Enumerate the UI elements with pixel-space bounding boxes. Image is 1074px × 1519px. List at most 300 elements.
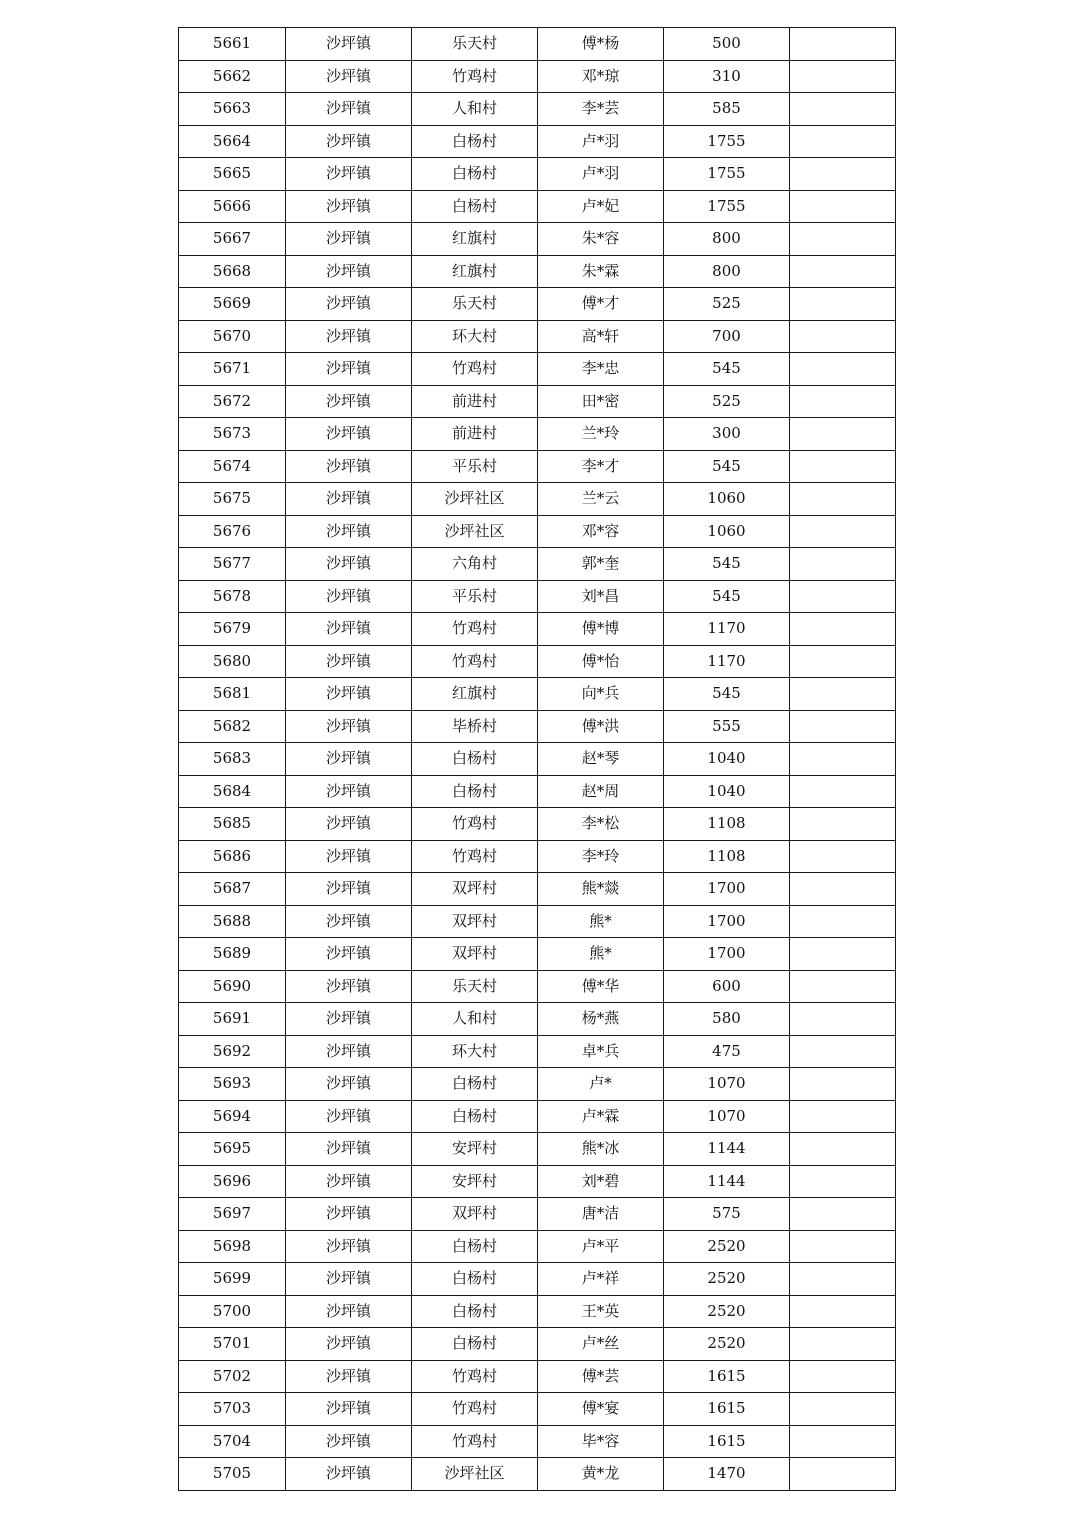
name-cell: 卢*羽 [538,125,664,158]
name-cell: 傅*华 [538,970,664,1003]
name-cell: 卢*霖 [538,1100,664,1133]
table-row [179,938,896,971]
name-cell: 熊* [538,938,664,971]
row-number-cell: 5696 [179,1165,286,1198]
village-cell: 竹鸡村 [412,1360,538,1393]
note-cell [790,710,896,743]
table-row [179,450,896,483]
note-cell [790,60,896,93]
row-number-cell: 5693 [179,1068,286,1101]
amount-cell: 1040 [664,775,790,808]
village-cell: 白杨村 [412,125,538,158]
name-cell: 杨*燕 [538,1003,664,1036]
amount-cell: 1170 [664,645,790,678]
row-number-cell: 5704 [179,1425,286,1458]
name-cell: 傅*怡 [538,645,664,678]
amount-cell: 2520 [664,1295,790,1328]
village-cell: 平乐村 [412,450,538,483]
amount-cell: 1144 [664,1133,790,1166]
row-number-cell: 5682 [179,710,286,743]
table-row [179,970,896,1003]
amount-cell: 545 [664,548,790,581]
table-row [179,1198,896,1231]
table-row [179,93,896,126]
name-cell: 高*轩 [538,320,664,353]
town-cell: 沙坪镇 [286,320,412,353]
table-row [179,1263,896,1296]
table-row [179,515,896,548]
village-cell: 乐天村 [412,288,538,321]
row-number-cell: 5671 [179,353,286,386]
table-row [179,905,896,938]
row-number-cell: 5675 [179,483,286,516]
table-body [179,28,896,1491]
village-cell: 竹鸡村 [412,60,538,93]
town-cell: 沙坪镇 [286,1068,412,1101]
name-cell: 刘*昌 [538,580,664,613]
note-cell [790,1458,896,1491]
amount-cell: 1700 [664,873,790,906]
town-cell: 沙坪镇 [286,1035,412,1068]
amount-cell: 1060 [664,483,790,516]
amount-cell: 1615 [664,1425,790,1458]
table-row [179,158,896,191]
amount-cell: 1170 [664,613,790,646]
row-number-cell: 5670 [179,320,286,353]
note-cell [790,1230,896,1263]
name-cell: 朱*霖 [538,255,664,288]
table-row [179,580,896,613]
name-cell: 卢*羽 [538,158,664,191]
data-table [178,27,896,1491]
row-number-cell: 5676 [179,515,286,548]
name-cell: 李*才 [538,450,664,483]
note-cell [790,1198,896,1231]
village-cell: 安坪村 [412,1133,538,1166]
note-cell [790,28,896,61]
note-cell [790,645,896,678]
row-number-cell: 5689 [179,938,286,971]
table-row [179,678,896,711]
amount-cell: 1755 [664,125,790,158]
town-cell: 沙坪镇 [286,288,412,321]
note-cell [790,515,896,548]
town-cell: 沙坪镇 [286,678,412,711]
town-cell: 沙坪镇 [286,775,412,808]
village-cell: 竹鸡村 [412,353,538,386]
note-cell [790,190,896,223]
village-cell: 前进村 [412,418,538,451]
name-cell: 傅*才 [538,288,664,321]
amount-cell: 1060 [664,515,790,548]
village-cell: 六角村 [412,548,538,581]
note-cell [790,1165,896,1198]
table-row [179,60,896,93]
row-number-cell: 5678 [179,580,286,613]
name-cell: 卓*兵 [538,1035,664,1068]
town-cell: 沙坪镇 [286,1458,412,1491]
amount-cell: 1108 [664,840,790,873]
amount-cell: 1700 [664,905,790,938]
town-cell: 沙坪镇 [286,125,412,158]
town-cell: 沙坪镇 [286,1295,412,1328]
amount-cell: 545 [664,580,790,613]
name-cell: 刘*碧 [538,1165,664,1198]
row-number-cell: 5663 [179,93,286,126]
amount-cell: 1108 [664,808,790,841]
town-cell: 沙坪镇 [286,190,412,223]
name-cell: 熊*燚 [538,873,664,906]
village-cell: 前进村 [412,385,538,418]
table-row [179,743,896,776]
note-cell [790,385,896,418]
row-number-cell: 5679 [179,613,286,646]
village-cell: 红旗村 [412,678,538,711]
note-cell [790,1328,896,1361]
amount-cell: 1700 [664,938,790,971]
table-row [179,1458,896,1491]
village-cell: 竹鸡村 [412,645,538,678]
town-cell: 沙坪镇 [286,385,412,418]
village-cell: 环大村 [412,320,538,353]
town-cell: 沙坪镇 [286,1165,412,1198]
table-row [179,1425,896,1458]
village-cell: 竹鸡村 [412,1425,538,1458]
amount-cell: 2520 [664,1328,790,1361]
town-cell: 沙坪镇 [286,1133,412,1166]
amount-cell: 1470 [664,1458,790,1491]
amount-cell: 800 [664,255,790,288]
town-cell: 沙坪镇 [286,1328,412,1361]
village-cell: 红旗村 [412,223,538,256]
table-row [179,385,896,418]
note-cell [790,548,896,581]
note-cell [790,255,896,288]
town-cell: 沙坪镇 [286,60,412,93]
village-cell: 红旗村 [412,255,538,288]
row-number-cell: 5673 [179,418,286,451]
row-number-cell: 5667 [179,223,286,256]
amount-cell: 2520 [664,1263,790,1296]
amount-cell: 585 [664,93,790,126]
table-row [179,483,896,516]
amount-cell: 1615 [664,1360,790,1393]
row-number-cell: 5681 [179,678,286,711]
name-cell: 唐*洁 [538,1198,664,1231]
village-cell: 竹鸡村 [412,613,538,646]
row-number-cell: 5695 [179,1133,286,1166]
row-number-cell: 5686 [179,840,286,873]
name-cell: 卢*妃 [538,190,664,223]
town-cell: 沙坪镇 [286,1360,412,1393]
name-cell: 兰*玲 [538,418,664,451]
table-row [179,1003,896,1036]
row-number-cell: 5694 [179,1100,286,1133]
name-cell: 傅*杨 [538,28,664,61]
row-number-cell: 5666 [179,190,286,223]
village-cell: 白杨村 [412,1068,538,1101]
table-row [179,873,896,906]
name-cell: 田*密 [538,385,664,418]
village-cell: 白杨村 [412,1230,538,1263]
name-cell: 卢*丝 [538,1328,664,1361]
village-cell: 白杨村 [412,158,538,191]
row-number-cell: 5687 [179,873,286,906]
row-number-cell: 5685 [179,808,286,841]
note-cell [790,1393,896,1426]
name-cell: 傅*洪 [538,710,664,743]
village-cell: 平乐村 [412,580,538,613]
village-cell: 白杨村 [412,190,538,223]
name-cell: 傅*博 [538,613,664,646]
note-cell [790,743,896,776]
amount-cell: 600 [664,970,790,1003]
amount-cell: 1755 [664,190,790,223]
note-cell [790,93,896,126]
village-cell: 人和村 [412,1003,538,1036]
town-cell: 沙坪镇 [286,1393,412,1426]
row-number-cell: 5698 [179,1230,286,1263]
note-cell [790,938,896,971]
table-row [179,775,896,808]
name-cell: 李*芸 [538,93,664,126]
village-cell: 双坪村 [412,1198,538,1231]
amount-cell: 525 [664,385,790,418]
row-number-cell: 5677 [179,548,286,581]
note-cell [790,450,896,483]
note-cell [790,418,896,451]
name-cell: 黄*龙 [538,1458,664,1491]
amount-cell: 500 [664,28,790,61]
village-cell: 白杨村 [412,1295,538,1328]
name-cell: 李*玲 [538,840,664,873]
table-row [179,418,896,451]
village-cell: 竹鸡村 [412,840,538,873]
name-cell: 向*兵 [538,678,664,711]
row-number-cell: 5662 [179,60,286,93]
note-cell [790,873,896,906]
table-row [179,1035,896,1068]
row-number-cell: 5692 [179,1035,286,1068]
town-cell: 沙坪镇 [286,710,412,743]
name-cell: 邓*容 [538,515,664,548]
note-cell [790,1360,896,1393]
town-cell: 沙坪镇 [286,450,412,483]
village-cell: 竹鸡村 [412,808,538,841]
table-row [179,1068,896,1101]
village-cell: 沙坪社区 [412,1458,538,1491]
town-cell: 沙坪镇 [286,158,412,191]
row-number-cell: 5702 [179,1360,286,1393]
table-row [179,645,896,678]
amount-cell: 555 [664,710,790,743]
table-row [179,1393,896,1426]
name-cell: 郭*奎 [538,548,664,581]
amount-cell: 545 [664,678,790,711]
note-cell [790,1100,896,1133]
town-cell: 沙坪镇 [286,353,412,386]
name-cell: 李*松 [538,808,664,841]
note-cell [790,905,896,938]
name-cell: 王*英 [538,1295,664,1328]
note-cell [790,970,896,1003]
town-cell: 沙坪镇 [286,548,412,581]
village-cell: 沙坪社区 [412,483,538,516]
row-number-cell: 5699 [179,1263,286,1296]
amount-cell: 545 [664,353,790,386]
row-number-cell: 5684 [179,775,286,808]
amount-cell: 575 [664,1198,790,1231]
town-cell: 沙坪镇 [286,970,412,1003]
amount-cell: 1755 [664,158,790,191]
town-cell: 沙坪镇 [286,1425,412,1458]
town-cell: 沙坪镇 [286,580,412,613]
amount-cell: 310 [664,60,790,93]
note-cell [790,1295,896,1328]
note-cell [790,808,896,841]
row-number-cell: 5705 [179,1458,286,1491]
note-cell [790,678,896,711]
town-cell: 沙坪镇 [286,223,412,256]
note-cell [790,125,896,158]
village-cell: 白杨村 [412,1328,538,1361]
table-row [179,1295,896,1328]
note-cell [790,223,896,256]
table-row [179,320,896,353]
town-cell: 沙坪镇 [286,93,412,126]
name-cell: 卢* [538,1068,664,1101]
village-cell: 竹鸡村 [412,1393,538,1426]
row-number-cell: 5661 [179,28,286,61]
note-cell [790,1263,896,1296]
note-cell [790,320,896,353]
note-cell [790,1003,896,1036]
village-cell: 双坪村 [412,873,538,906]
village-cell: 环大村 [412,1035,538,1068]
table-row [179,288,896,321]
town-cell: 沙坪镇 [286,1230,412,1263]
amount-cell: 1615 [664,1393,790,1426]
village-cell: 白杨村 [412,1263,538,1296]
table-row [179,1100,896,1133]
town-cell: 沙坪镇 [286,28,412,61]
village-cell: 人和村 [412,93,538,126]
table-row [179,1133,896,1166]
row-number-cell: 5703 [179,1393,286,1426]
note-cell [790,158,896,191]
town-cell: 沙坪镇 [286,1100,412,1133]
note-cell [790,775,896,808]
town-cell: 沙坪镇 [286,873,412,906]
table-row [179,353,896,386]
table-row [179,613,896,646]
row-number-cell: 5700 [179,1295,286,1328]
town-cell: 沙坪镇 [286,840,412,873]
row-number-cell: 5668 [179,255,286,288]
row-number-cell: 5691 [179,1003,286,1036]
amount-cell: 1144 [664,1165,790,1198]
note-cell [790,483,896,516]
table-row [179,808,896,841]
table-row [179,255,896,288]
village-cell: 双坪村 [412,905,538,938]
row-number-cell: 5665 [179,158,286,191]
amount-cell: 1070 [664,1100,790,1133]
town-cell: 沙坪镇 [286,613,412,646]
row-number-cell: 5669 [179,288,286,321]
town-cell: 沙坪镇 [286,1263,412,1296]
village-cell: 白杨村 [412,775,538,808]
row-number-cell: 5697 [179,1198,286,1231]
town-cell: 沙坪镇 [286,255,412,288]
name-cell: 朱*容 [538,223,664,256]
amount-cell: 1040 [664,743,790,776]
town-cell: 沙坪镇 [286,905,412,938]
table-row [179,840,896,873]
village-cell: 白杨村 [412,743,538,776]
town-cell: 沙坪镇 [286,938,412,971]
name-cell: 赵*周 [538,775,664,808]
row-number-cell: 5674 [179,450,286,483]
town-cell: 沙坪镇 [286,1198,412,1231]
village-cell: 安坪村 [412,1165,538,1198]
note-cell [790,840,896,873]
name-cell: 傅*宴 [538,1393,664,1426]
amount-cell: 300 [664,418,790,451]
town-cell: 沙坪镇 [286,743,412,776]
village-cell: 双坪村 [412,938,538,971]
table-row [179,1328,896,1361]
village-cell: 乐天村 [412,970,538,1003]
name-cell: 毕*容 [538,1425,664,1458]
amount-cell: 475 [664,1035,790,1068]
table-row [179,1230,896,1263]
amount-cell: 580 [664,1003,790,1036]
note-cell [790,353,896,386]
village-cell: 沙坪社区 [412,515,538,548]
row-number-cell: 5680 [179,645,286,678]
town-cell: 沙坪镇 [286,808,412,841]
village-cell: 毕桥村 [412,710,538,743]
table-row [179,125,896,158]
town-cell: 沙坪镇 [286,483,412,516]
amount-cell: 2520 [664,1230,790,1263]
amount-cell: 1070 [664,1068,790,1101]
note-cell [790,1133,896,1166]
table-row [179,1165,896,1198]
name-cell: 卢*祥 [538,1263,664,1296]
table-row [179,710,896,743]
note-cell [790,580,896,613]
table-row [179,28,896,61]
town-cell: 沙坪镇 [286,515,412,548]
row-number-cell: 5672 [179,385,286,418]
note-cell [790,288,896,321]
note-cell [790,1425,896,1458]
row-number-cell: 5701 [179,1328,286,1361]
row-number-cell: 5690 [179,970,286,1003]
note-cell [790,1068,896,1101]
amount-cell: 800 [664,223,790,256]
row-number-cell: 5664 [179,125,286,158]
table-row [179,190,896,223]
town-cell: 沙坪镇 [286,1003,412,1036]
row-number-cell: 5683 [179,743,286,776]
note-cell [790,613,896,646]
table-row [179,223,896,256]
amount-cell: 525 [664,288,790,321]
town-cell: 沙坪镇 [286,645,412,678]
